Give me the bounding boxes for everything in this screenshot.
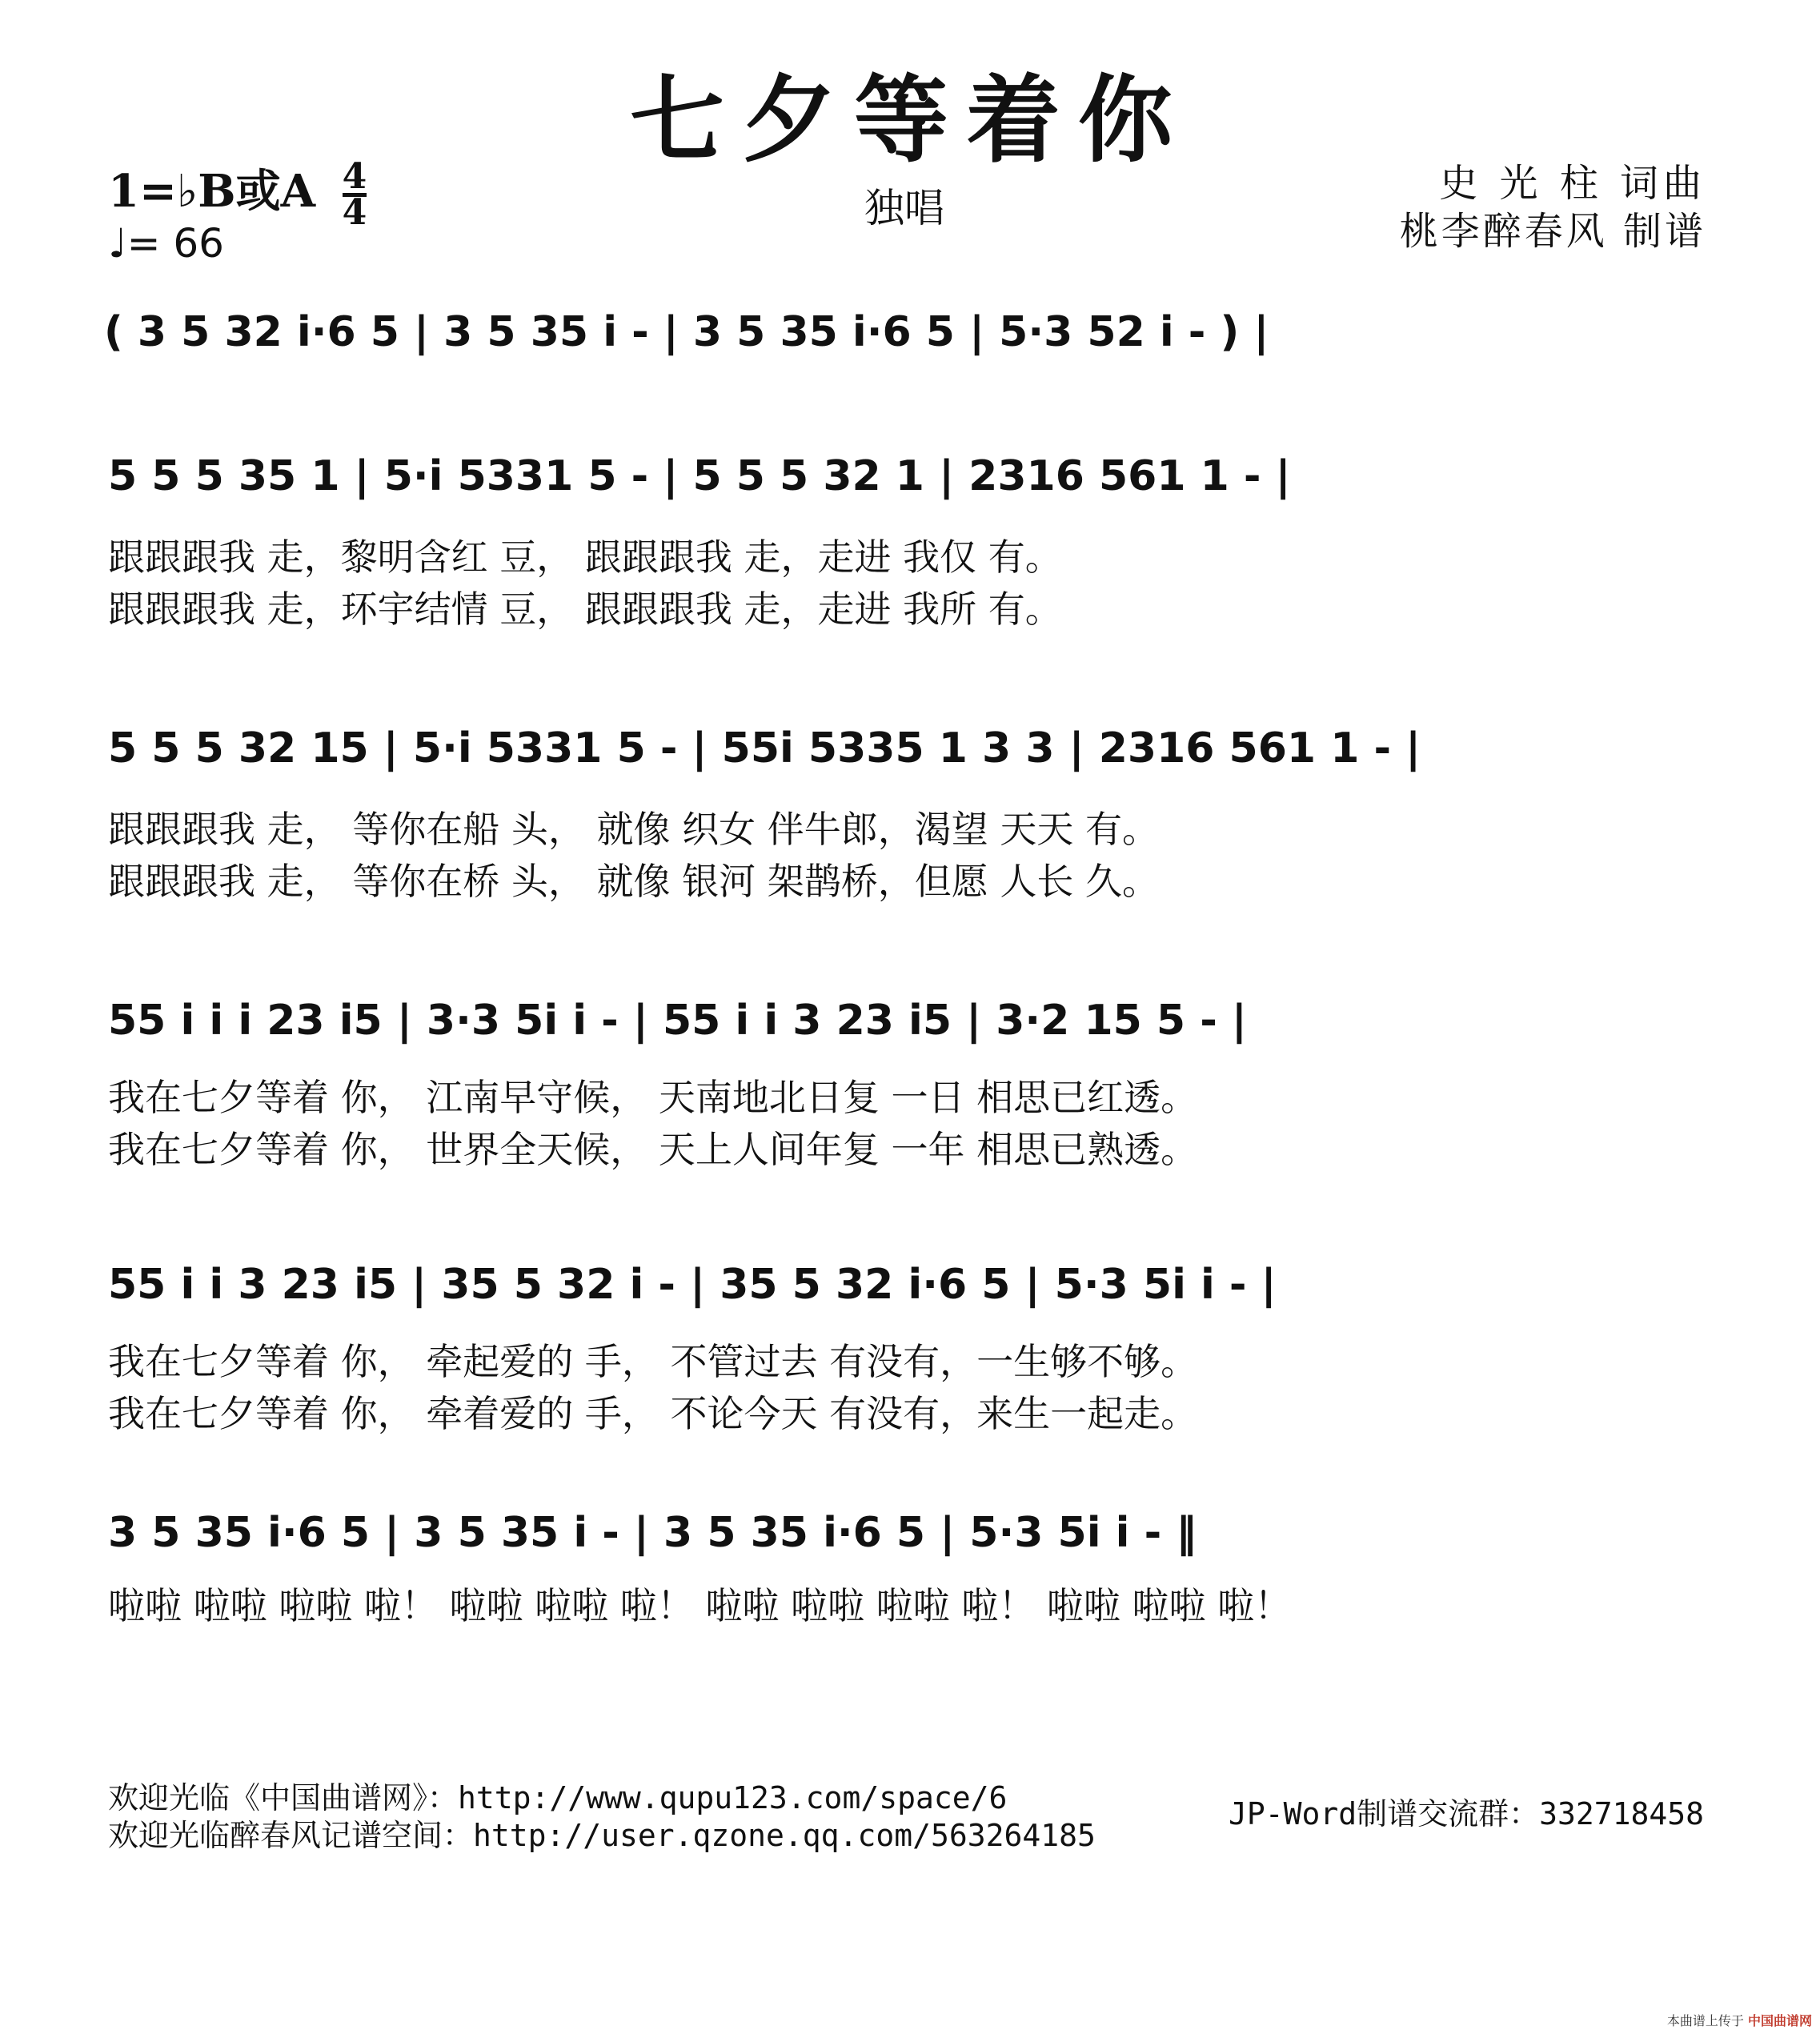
- staff-5-lyrics-1: 我在七夕等着 你， 牵起爱的 手， 不管过去 有没有，一生够不够。: [108, 1340, 1198, 1383]
- brand-watermark: [1667, 2011, 1812, 2029]
- genre-label: 独唱: [864, 185, 944, 231]
- time-signature-bottom: 4: [342, 191, 367, 233]
- staff-4-lyrics-2: 我在七夕等着 你， 世界全天候， 天上人间年复 一年 相思已熟透。: [108, 1128, 1198, 1171]
- score-title: 七夕等着你: [629, 64, 1190, 175]
- time-signature-top: 4: [342, 155, 367, 197]
- staff-4-notes: 55 i i i 23 i5 | 3·3 5i i - | 55 i i 3 23 i5 | 3·2 15 5 - |: [108, 997, 1247, 1045]
- staff-2-notes: 5 5 5 35 1 | 5·i 5331 5 - | 5 5 5 32 1 | 2316 561 1 - |: [108, 452, 1291, 500]
- footer-qq-group: JP-Word制谱交流群：332718458: [1228, 1796, 1704, 1831]
- key-signature: [108, 155, 367, 233]
- staff-4-lyrics-1: 我在七夕等着 你， 江南早守候， 天南地北日复 一日 相思已红透。: [108, 1076, 1198, 1119]
- staff-1-notes: ( 3 5 32 i·6 5 | 3 5 35 i - | 3 5 35 i·6 5 | 5·3 52 i - ) |: [104, 308, 1269, 356]
- tempo-marking: ♩= 66: [108, 220, 224, 267]
- key-signature-text: 1=♭B或A: [108, 165, 316, 218]
- staff-3-lyrics-2: 跟跟跟我 走， 等你在桥 头， 就像 银河 架鹊桥，但愿 人长 久。: [108, 860, 1159, 903]
- arranger-credit: 桃李醉春风 制谱: [1399, 209, 1706, 254]
- staff-2-lyrics-2: 跟跟跟我 走，环宇结情 豆， 跟跟跟我 走，走进 我所 有。: [108, 588, 1062, 631]
- footer-link-qzone[interactable]: 欢迎光临醉春风记谱空间：http://user.qzone.qq.com/563264185: [108, 1818, 1096, 1853]
- footer-link-qupu[interactable]: 欢迎光临《中国曲谱网》：http://www.qupu123.com/space/6: [108, 1780, 1008, 1815]
- staff-5-lyrics-2: 我在七夕等着 你， 牵着爱的 手， 不论今天 有没有，来生一起走。: [108, 1392, 1198, 1435]
- staff-6-notes: 3 5 35 i·6 5 | 3 5 35 i - | 3 5 35 i·6 5 | 5·3 5i i - ‖: [108, 1509, 1197, 1557]
- composer-credit: 史 光 柱 词曲: [1439, 161, 1706, 206]
- staff-2-lyrics-1: 跟跟跟我 走，黎明含红 豆， 跟跟跟我 走，走进 我仅 有。: [108, 536, 1062, 579]
- staff-3-notes: 5 5 5 32 15 | 5·i 5331 5 - | 55i 5335 1 3 3 | 2316 561 1 - |: [108, 724, 1421, 772]
- brand-prefix: 本曲谱上传于: [1666, 2013, 1744, 2028]
- brand-name: 中国曲谱网: [1747, 2013, 1812, 2028]
- staff-3-lyrics-1: 跟跟跟我 走， 等你在船 头， 就像 织女 伴牛郎，渴望 天天 有。: [108, 808, 1159, 851]
- time-signature: [342, 155, 367, 233]
- staff-6-lyrics-1: 啦啦 啦啦 啦啦 啦！ 啦啦 啦啦 啦！ 啦啦 啦啦 啦啦 啦！ 啦啦 啦啦 啦！: [108, 1584, 1292, 1627]
- staff-5-notes: 55 i i 3 23 i5 | 35 5 32 i - | 35 5 32 i·6 5 | 5·3 5i i - |: [108, 1261, 1277, 1309]
